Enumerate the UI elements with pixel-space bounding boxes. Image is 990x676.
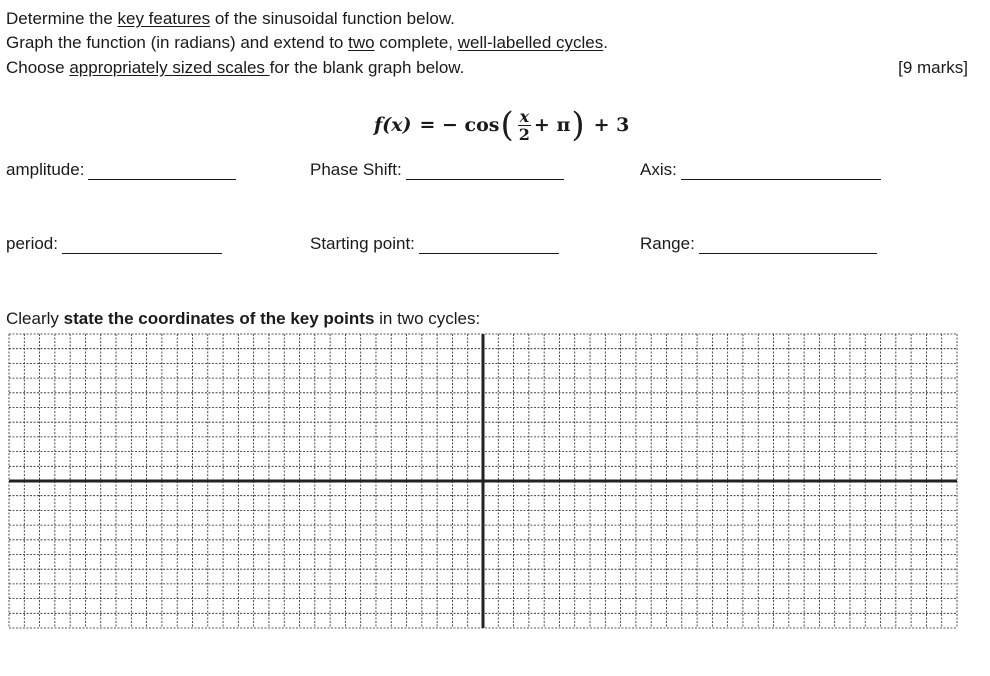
instruction-emphasis: two bbox=[348, 33, 375, 52]
instruction-line-2 bbox=[6, 33, 608, 53]
instruction-text: . bbox=[603, 33, 608, 52]
phase-shift-field bbox=[310, 160, 564, 180]
graph-grid[interactable] bbox=[8, 333, 958, 630]
right-paren: ) bbox=[571, 105, 585, 145]
range-answer-blank[interactable] bbox=[699, 239, 877, 254]
starting-point-field bbox=[310, 234, 559, 254]
amplitude-answer-blank[interactable] bbox=[88, 165, 236, 180]
instruction-text: for the blank graph below. bbox=[269, 58, 465, 77]
period-answer-blank[interactable] bbox=[62, 239, 222, 254]
range-field bbox=[640, 234, 877, 254]
phase-shift-label: Phase Shift: bbox=[310, 160, 402, 179]
starting-point-answer-blank[interactable] bbox=[419, 239, 559, 254]
amplitude-label: amplitude: bbox=[6, 160, 85, 179]
instruction-line-3 bbox=[6, 58, 464, 78]
function-formula bbox=[374, 102, 629, 148]
instruction-text: complete, bbox=[374, 33, 458, 52]
instruction-emphasis: well-labelled cycles bbox=[457, 33, 604, 52]
axis-field bbox=[640, 160, 881, 180]
instruction-text: in two cycles: bbox=[374, 309, 481, 328]
instruction-text: Clearly bbox=[6, 309, 64, 328]
key-points-instruction bbox=[6, 309, 480, 329]
blank-graph[interactable] bbox=[8, 333, 958, 635]
formula-fraction bbox=[517, 108, 532, 143]
range-label: Range: bbox=[640, 234, 695, 253]
period-field bbox=[6, 234, 222, 254]
starting-point-label: Starting point: bbox=[310, 234, 415, 253]
formula-lhs: f(x) bbox=[374, 114, 412, 136]
formula-vertical-shift: + 3 bbox=[593, 114, 630, 136]
instruction-text: Determine the bbox=[6, 9, 118, 28]
instruction-text: of the sinusoidal function below. bbox=[210, 9, 455, 28]
left-paren: ( bbox=[500, 105, 514, 145]
phase-shift-answer-blank[interactable] bbox=[406, 165, 564, 180]
formula-equals-cos: = − cos bbox=[419, 114, 500, 136]
period-label: period: bbox=[6, 234, 58, 253]
amplitude-field bbox=[6, 160, 236, 180]
instruction-emphasis: appropriately sized scales bbox=[69, 58, 270, 77]
instruction-text: Choose bbox=[6, 58, 70, 77]
axis-answer-blank[interactable] bbox=[681, 165, 881, 180]
instruction-text: Graph the function (in radians) and extend to bbox=[6, 33, 349, 52]
fraction-denominator: 2 bbox=[518, 124, 530, 144]
fraction-numerator: x bbox=[519, 106, 530, 126]
axis-label: Axis: bbox=[640, 160, 677, 179]
instruction-emphasis: key features bbox=[117, 9, 211, 28]
instruction-line-1 bbox=[6, 9, 455, 29]
instruction-bold: state the coordinates of the key points bbox=[63, 309, 375, 328]
marks-label: [9 marks] bbox=[898, 58, 968, 77]
formula-plus-pi: + π bbox=[533, 114, 571, 136]
